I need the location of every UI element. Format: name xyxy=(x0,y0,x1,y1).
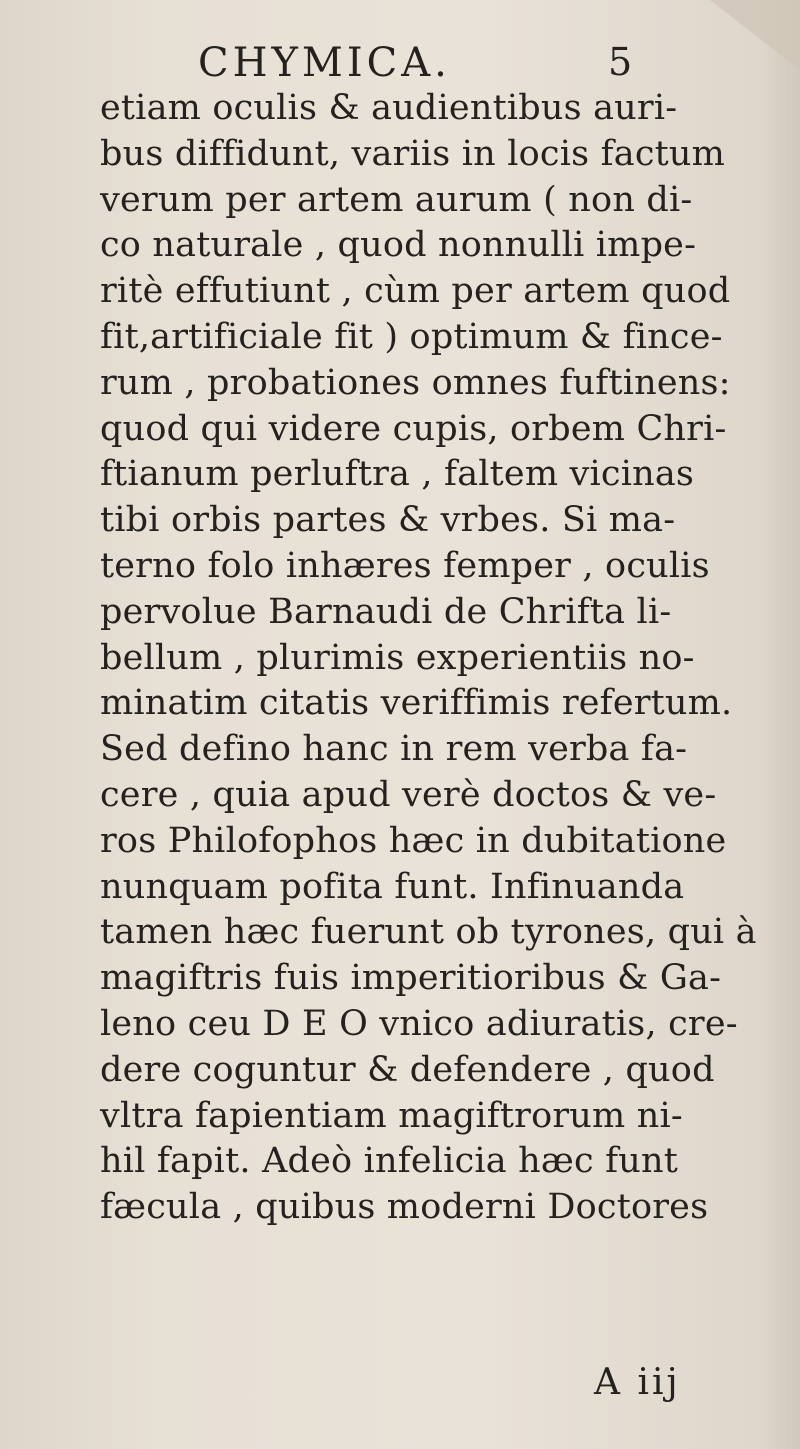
text-line: bus diffidunt, variis in locis factum xyxy=(100,133,726,174)
text-line: rum , probationes omnes fuftinens: xyxy=(100,362,731,403)
text-line: etiam oculis & audientibus auri- xyxy=(100,88,678,128)
text-line: hil fapit. Adeò infelicia hæc funt xyxy=(100,1141,679,1182)
text-line: ftianum perluftra , faltem vicinas xyxy=(100,454,695,495)
text-line: tamen hæc fuerunt ob tyrones, qui à xyxy=(100,912,757,953)
text-line: ros Philofophos hæc in dubitatione xyxy=(100,820,727,861)
text-line: co naturale , quod nonnulli impe- xyxy=(100,225,697,266)
text-line: dere coguntur & defendere , quod xyxy=(100,1049,715,1090)
page-number: 5 xyxy=(608,40,633,84)
text-line: nunquam pofita funt. Infinuanda xyxy=(100,866,685,907)
page-corner-fold xyxy=(710,0,800,70)
text-line: Sed defino hanc in rem verba fa- xyxy=(100,729,688,770)
body-text xyxy=(100,86,800,1231)
signature-mark: A iij xyxy=(594,1362,681,1403)
text-line: cere , quia apud verè doctos & ve- xyxy=(100,774,717,815)
text-line: vltra fapientiam magiftrorum ni- xyxy=(100,1095,683,1136)
text-line: minatim citatis veriffimis refertum. xyxy=(100,683,733,724)
text-line: leno ceu D E O vnico adiuratis, cre- xyxy=(100,1003,738,1044)
text-line: verum per artem aurum ( non di- xyxy=(100,179,693,220)
text-line: fit,artificiale fit ) optimum & fince- xyxy=(100,316,723,357)
text-line: ritè effutiunt , cùm per artem quod xyxy=(100,271,731,312)
text-line: magiftris fuis imperitioribus & Ga- xyxy=(100,958,722,999)
page-header xyxy=(198,40,638,92)
text-line: tibi orbis partes & vrbes. Si ma- xyxy=(100,500,676,541)
text-line: terno folo inhæres femper , oculis xyxy=(100,545,710,586)
text-line: pervolue Barnaudi de Chrifta li- xyxy=(100,591,672,632)
text-line: bellum , plurimis experientiis no- xyxy=(100,637,695,678)
text-line: quod qui videre cupis, orbem Chri- xyxy=(100,408,727,449)
running-head: CHYMICA. xyxy=(198,40,451,86)
text-line: fæcula , quibus moderni Doctores xyxy=(100,1187,709,1228)
